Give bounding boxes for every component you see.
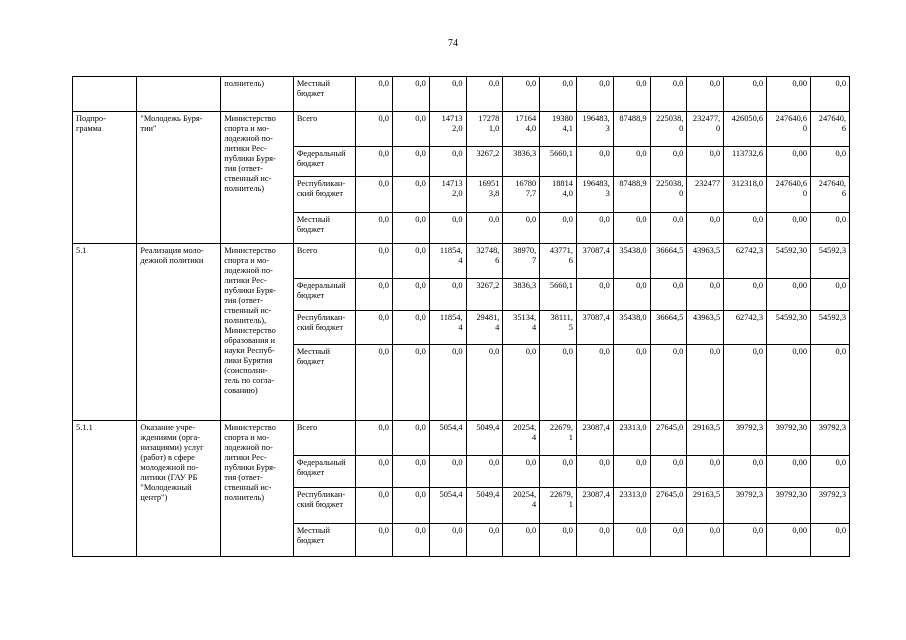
amount-cell: 0,0 [503,213,540,244]
table-row [73,421,850,456]
amount-cell: 0,0 [356,147,393,177]
amount-cell: 0,0 [392,244,429,279]
amount-cell: 16951 3,8 [466,177,503,213]
amount-cell: 0,0 [687,345,724,421]
amount-cell: 0,0 [503,345,540,421]
table-row [73,77,850,112]
executor-cell: Министерство спорта и мо- лодежной по- литики Рес- публики Буря- тия (ответ- ственный ис- полнитель) [221,421,294,557]
amount-cell: 37087,4 [576,311,613,345]
amount-cell: 11854, 4 [429,244,466,279]
funding-source-cell: Федеральный бюджет [293,279,355,311]
amount-cell: 39792,30 [767,421,811,456]
amount-cell: 20254, 4 [503,488,540,524]
amount-cell: 0,0 [724,77,767,112]
amount-cell: 0,0 [540,345,577,421]
amount-cell: 35134, 4 [503,311,540,345]
amount-cell: 3836,3 [503,147,540,177]
amount-cell: 37087,4 [576,244,613,279]
amount-cell: 5660,1 [540,147,577,177]
amount-cell: 0,0 [356,213,393,244]
amount-cell: 29163,5 [687,488,724,524]
amount-cell: 0,0 [811,77,850,112]
amount-cell: 0,0 [613,524,650,557]
amount-cell: 0,0 [576,279,613,311]
amount-cell: 232477, 0 [687,112,724,147]
amount-cell: 0,0 [392,77,429,112]
amount-cell: 0,00 [767,279,811,311]
amount-cell: 87488,9 [613,177,650,213]
amount-cell: 39792,3 [724,488,767,524]
executor-cell: полнитель) [221,77,294,112]
amount-cell: 18814 4,0 [540,177,577,213]
amount-cell: 0,0 [811,345,850,421]
table-row [73,112,850,147]
amount-cell: 0,0 [687,77,724,112]
amount-cell: 0,0 [576,456,613,488]
amount-cell: 0,0 [650,77,687,112]
amount-cell: 0,0 [613,213,650,244]
amount-cell: 54592,3 [811,311,850,345]
amount-cell: 0,0 [811,456,850,488]
amount-cell: 0,0 [811,524,850,557]
amount-cell: 0,0 [576,77,613,112]
amount-cell: 14713 2,0 [429,177,466,213]
amount-cell: 0,0 [356,77,393,112]
amount-cell: 38970, 7 [503,244,540,279]
amount-cell: 0,0 [503,77,540,112]
amount-cell: 0,0 [466,524,503,557]
amount-cell: 39792,3 [811,488,850,524]
executor-cell: Министерство спорта и мо- лодежной по- литики Рес- публики Буря- тия (ответ- ственный ис- полнитель) [221,112,294,244]
amount-cell: 0,0 [429,77,466,112]
amount-cell: 0,0 [540,456,577,488]
amount-cell: 0,0 [429,279,466,311]
funding-source-cell: Республикан- ский бюджет [293,311,355,345]
amount-cell: 0,0 [650,147,687,177]
amount-cell: 0,0 [724,345,767,421]
amount-cell: 0,0 [576,524,613,557]
row-code-cell [73,77,137,112]
amount-cell: 0,0 [392,112,429,147]
row-code-cell: 5.1.1 [73,421,137,557]
amount-cell: 247640,6 0 [767,112,811,147]
amount-cell: 113732,6 [724,147,767,177]
amount-cell: 0,0 [429,213,466,244]
amount-cell: 5054,4 [429,488,466,524]
amount-cell: 23313,0 [613,421,650,456]
amount-cell: 35438,0 [613,311,650,345]
amount-cell: 0,0 [724,213,767,244]
page-number: 74 [448,38,458,49]
amount-cell: 247640, 6 [811,112,850,147]
funding-source-cell: Республикан- ский бюджет [293,488,355,524]
amount-cell: 0,0 [356,524,393,557]
amount-cell: 312318,0 [724,177,767,213]
table-body [73,77,850,557]
row-name-cell [137,77,221,112]
amount-cell: 0,0 [356,177,393,213]
amount-cell: 0,0 [392,177,429,213]
amount-cell: 0,0 [613,279,650,311]
amount-cell: 0,0 [540,77,577,112]
amount-cell: 0,0 [429,147,466,177]
amount-cell: 5660,1 [540,279,577,311]
amount-cell: 5049,4 [466,488,503,524]
amount-cell: 54592,30 [767,311,811,345]
amount-cell: 232477 [687,177,724,213]
amount-cell: 0,0 [356,421,393,456]
amount-cell: 0,0 [392,213,429,244]
amount-cell: 0,0 [540,213,577,244]
funding-source-cell: Всего [293,112,355,147]
funding-source-cell: Местный бюджет [293,77,355,112]
amount-cell: 0,0 [356,345,393,421]
amount-cell: 0,0 [613,77,650,112]
amount-cell: 0,0 [356,488,393,524]
amount-cell: 87488,9 [613,112,650,147]
amount-cell: 196483, 3 [576,177,613,213]
funding-source-cell: Местный бюджет [293,345,355,421]
amount-cell: 0,0 [687,279,724,311]
executor-cell: Министерство спорта и мо- лодежной по- литики Рес- публики Буря- тия (ответ- ственный ис- полнитель), Министерство образования и науки Респуб- лики Бурятия (соисполни- тель по согла- сованию) [221,244,294,421]
amount-cell: 29163,5 [687,421,724,456]
amount-cell: 36664,5 [650,311,687,345]
amount-cell: 0,0 [392,345,429,421]
amount-cell: 0,0 [724,279,767,311]
amount-cell: 0,0 [650,213,687,244]
amount-cell: 38111, 5 [540,311,577,345]
amount-cell: 0,0 [576,345,613,421]
amount-cell: 23313,0 [613,488,650,524]
amount-cell: 43771, 6 [540,244,577,279]
amount-cell: 0,0 [356,112,393,147]
amount-cell: 0,00 [767,213,811,244]
table-row [73,244,850,279]
funding-source-cell: Всего [293,421,355,456]
amount-cell: 0,0 [576,147,613,177]
amount-cell: 0,0 [466,213,503,244]
amount-cell: 0,0 [540,524,577,557]
amount-cell: 0,0 [429,345,466,421]
amount-cell: 0,0 [429,456,466,488]
budget-table [72,76,850,557]
amount-cell: 54592,30 [767,244,811,279]
amount-cell: 0,0 [650,279,687,311]
amount-cell: 17278 1,0 [466,112,503,147]
amount-cell: 23087,4 [576,488,613,524]
amount-cell: 3836,3 [503,279,540,311]
amount-cell: 0,0 [687,456,724,488]
row-name-cell: Реализация моло- дежной политики [137,244,221,421]
amount-cell: 0,0 [466,456,503,488]
amount-cell: 5054,4 [429,421,466,456]
amount-cell: 39792,3 [724,421,767,456]
amount-cell: 0,0 [613,456,650,488]
row-name-cell: Оказание учре- ждениями (орга- низациями) услуг (работ) в сфере молодежной по- литики (ГАУ РБ "Молодежный центр") [137,421,221,557]
funding-source-cell: Федеральный бюджет [293,147,355,177]
amount-cell: 43963,5 [687,311,724,345]
amount-cell: 16780 7,7 [503,177,540,213]
amount-cell: 426050,6 [724,112,767,147]
amount-cell: 27645,0 [650,421,687,456]
amount-cell: 0,0 [392,279,429,311]
amount-cell: 23087,4 [576,421,613,456]
amount-cell: 0,0 [356,279,393,311]
amount-cell: 0,0 [392,456,429,488]
amount-cell: 0,0 [650,456,687,488]
amount-cell: 0,0 [392,488,429,524]
funding-source-cell: Всего [293,244,355,279]
amount-cell: 29481, 4 [466,311,503,345]
amount-cell: 0,0 [687,147,724,177]
amount-cell: 0,0 [724,456,767,488]
amount-cell: 5049,4 [466,421,503,456]
amount-cell: 0,0 [356,244,393,279]
row-code-cell: 5.1 [73,244,137,421]
amount-cell: 196483, 3 [576,112,613,147]
amount-cell: 0,0 [650,345,687,421]
row-name-cell: "Молодежь Буря- тии" [137,112,221,244]
amount-cell: 0,0 [503,524,540,557]
amount-cell: 0,0 [503,456,540,488]
amount-cell: 32748, 6 [466,244,503,279]
funding-source-cell: Местный бюджет [293,213,355,244]
amount-cell: 3267,2 [466,279,503,311]
amount-cell: 247640,6 0 [767,177,811,213]
amount-cell: 35438,0 [613,244,650,279]
amount-cell: 0,0 [613,345,650,421]
amount-cell: 17164 4,0 [503,112,540,147]
amount-cell: 19380 4,1 [540,112,577,147]
amount-cell: 0,00 [767,77,811,112]
amount-cell: 225038, 0 [650,177,687,213]
amount-cell: 27645,0 [650,488,687,524]
amount-cell: 0,0 [687,213,724,244]
amount-cell: 0,0 [811,279,850,311]
amount-cell: 0,0 [429,524,466,557]
amount-cell: 39792,30 [767,488,811,524]
amount-cell: 0,0 [356,456,393,488]
amount-cell: 0,0 [356,311,393,345]
amount-cell: 0,0 [466,77,503,112]
amount-cell: 247640, 6 [811,177,850,213]
amount-cell: 3267,2 [466,147,503,177]
amount-cell: 62742,3 [724,311,767,345]
amount-cell: 14713 2,0 [429,112,466,147]
amount-cell: 0,0 [392,524,429,557]
amount-cell: 0,0 [687,524,724,557]
amount-cell: 62742,3 [724,244,767,279]
amount-cell: 0,00 [767,147,811,177]
funding-source-cell: Местный бюджет [293,524,355,557]
row-code-cell: Подпро- грамма [73,112,137,244]
amount-cell: 0,00 [767,345,811,421]
amount-cell: 225038, 0 [650,112,687,147]
amount-cell: 0,0 [811,147,850,177]
amount-cell: 0,0 [724,524,767,557]
amount-cell: 36664,5 [650,244,687,279]
funding-source-cell: Федеральный бюджет [293,456,355,488]
amount-cell: 22679, 1 [540,488,577,524]
amount-cell: 0,0 [392,147,429,177]
amount-cell: 0,0 [392,311,429,345]
amount-cell: 11854, 4 [429,311,466,345]
amount-cell: 22679, 1 [540,421,577,456]
amount-cell: 43963,5 [687,244,724,279]
amount-cell: 0,00 [767,456,811,488]
amount-cell: 20254, 4 [503,421,540,456]
funding-source-cell: Республикан- ский бюджет [293,177,355,213]
amount-cell: 0,00 [767,524,811,557]
amount-cell: 0,0 [650,524,687,557]
amount-cell: 0,0 [392,421,429,456]
amount-cell: 54592,3 [811,244,850,279]
amount-cell: 0,0 [576,213,613,244]
amount-cell: 0,0 [811,213,850,244]
amount-cell: 0,0 [466,345,503,421]
amount-cell: 0,0 [613,147,650,177]
amount-cell: 39792,3 [811,421,850,456]
